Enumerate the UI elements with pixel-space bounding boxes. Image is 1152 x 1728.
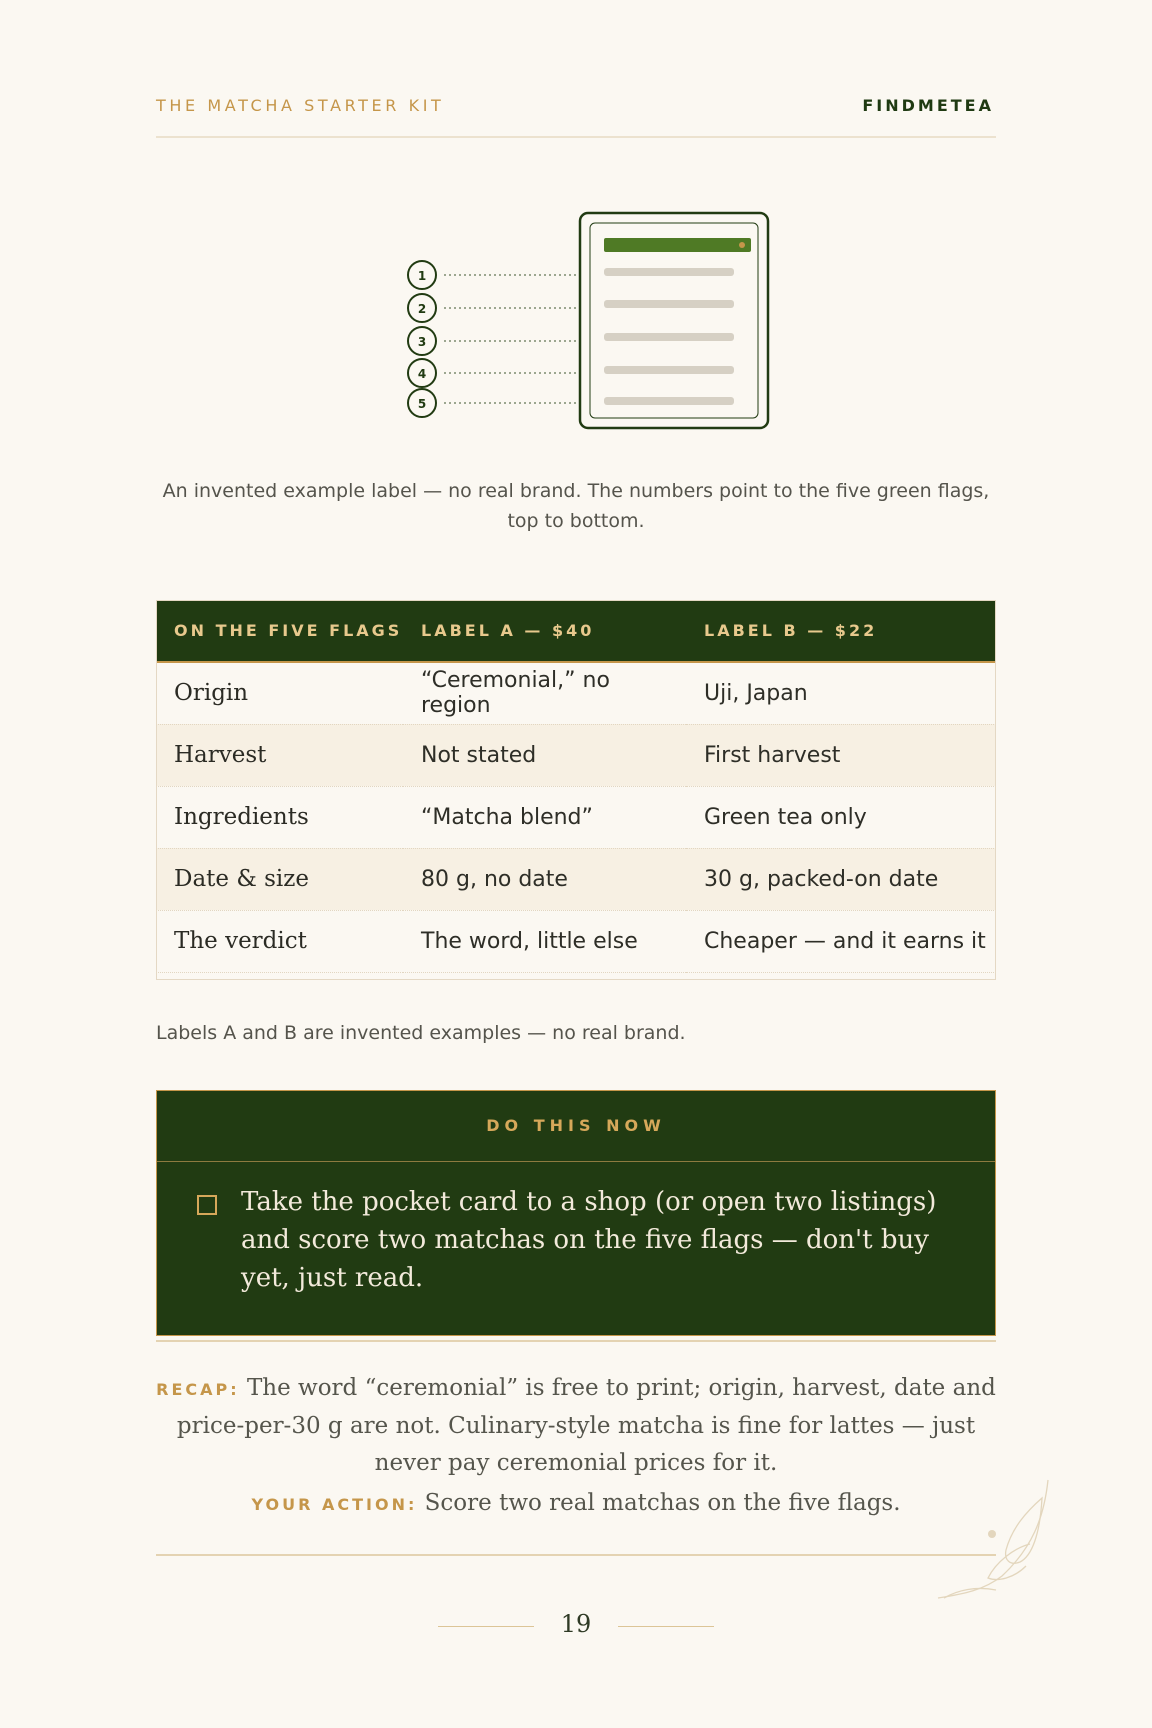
recap-text: The word “ceremonial” is free to print; origin, harvest, date and price-per-30 g are not. Culinary-style matcha is fine for lattes — just never pay ceremonial prices for it.	[176, 1375, 996, 1476]
row-flag: Date & size	[174, 866, 309, 892]
action-task-text: Take the pocket card to a shop (or open two listings) and score two matchas on the five flags — don't buy yet, just read.	[241, 1187, 937, 1293]
do-this-now-box	[156, 1090, 996, 1336]
marker-1-label: 1	[417, 269, 427, 283]
cell-label-b: Green tea only	[704, 804, 867, 830]
cell-label-b: 30 g, packed-on date	[704, 866, 939, 892]
recap-label: RECAP:	[156, 1380, 240, 1399]
page-number-rule-right	[618, 1626, 714, 1627]
flag-marker-2	[408, 294, 578, 322]
running-header	[156, 96, 996, 116]
action-box-title: DO THIS NOW	[157, 1091, 995, 1162]
illustration-caption: An invented example label — no real brand. The numbers point to the five green flags, top to bottom.	[162, 480, 990, 532]
table-row	[156, 662, 996, 724]
comparison-table	[156, 600, 996, 973]
kit-title: THE MATCHA STARTER KIT	[156, 96, 445, 115]
header-label-b: LABEL B — $22	[686, 600, 996, 662]
tea-leaf-ornament-icon	[936, 1478, 1052, 1600]
marker-2-label: 2	[417, 302, 427, 316]
cell-label-a: 80 g, no date	[421, 866, 568, 892]
your-action-label: YOUR ACTION:	[251, 1495, 418, 1514]
cell-label-a: Not stated	[421, 742, 537, 768]
footer-divider	[156, 1554, 996, 1556]
example-label-icon	[580, 213, 768, 428]
action-divider	[156, 1340, 996, 1342]
action-checkbox[interactable]	[197, 1195, 217, 1215]
brand-name: FINDMETEA	[862, 96, 994, 115]
cell-label-b: First harvest	[704, 742, 841, 768]
cell-label-a: “Matcha blend”	[421, 804, 593, 830]
table-row	[156, 910, 996, 972]
your-action-line	[156, 1490, 996, 1516]
cell-label-a: “Ceremonial,” no region	[421, 668, 610, 719]
header-label-a: LABEL A — $40	[403, 600, 686, 662]
page-number: 19	[560, 1610, 592, 1638]
flag-marker-3	[408, 327, 578, 355]
your-action-text: Score two real matchas on the five flags.	[424, 1490, 901, 1516]
cell-label-a: The word, little else	[421, 928, 638, 954]
cell-label-b: Uji, Japan	[704, 680, 808, 706]
recap-paragraph	[156, 1370, 996, 1482]
flag-marker-4	[408, 359, 578, 387]
table-row	[156, 786, 996, 848]
row-flag: Harvest	[174, 742, 267, 768]
label-illustration	[156, 206, 996, 432]
row-flag: The verdict	[174, 928, 307, 954]
page-number-block	[156, 1606, 996, 1646]
cell-label-b: Cheaper — and it earns it	[704, 928, 986, 954]
row-flag: Origin	[174, 680, 249, 707]
table-footnote: Labels A and B are invented examples — no real brand.	[156, 1022, 686, 1044]
marker-4-label: 4	[417, 367, 427, 381]
table-header-row	[156, 600, 996, 662]
row-flag: Ingredients	[174, 804, 309, 830]
table-row	[156, 848, 996, 910]
header-flags: ON THE FIVE FLAGS	[156, 600, 403, 662]
marker-5-label: 5	[417, 397, 427, 411]
flag-marker-5	[408, 389, 578, 417]
header-divider	[156, 136, 996, 138]
marker-3-label: 3	[417, 335, 427, 349]
page	[156, 0, 996, 1728]
page-number-rule-left	[438, 1626, 534, 1627]
table-row	[156, 724, 996, 786]
flag-marker-1	[408, 261, 578, 289]
